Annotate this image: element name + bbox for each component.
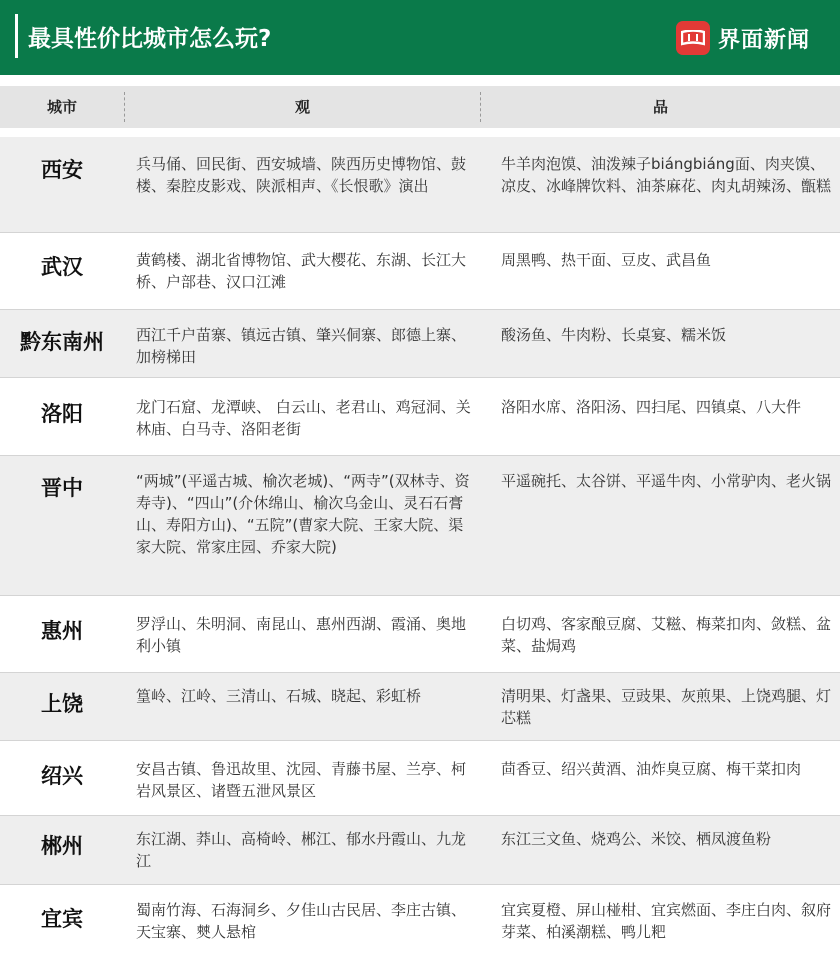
food-cell: 茴香豆、绍兴黄酒、油炸臭豆腐、梅干菜扣肉 (501, 760, 802, 778)
sights-cell: 黄鹤楼、湖北省博物馆、武大樱花、东湖、长江大桥、户部巷、汉口江滩 (136, 251, 467, 291)
city-name: 郴州 (41, 834, 83, 858)
food-cell: 牛羊肉泡馍、油泼辣子biángbiáng面、肉夹馍、凉皮、冰峰牌饮料、油茶麻花、肉丸胡辣汤、甑糕 (501, 155, 832, 195)
column-header-eat: 品 (652, 98, 668, 116)
city-name: 武汉 (41, 255, 83, 279)
brand-logo (676, 21, 810, 55)
table-row (0, 596, 840, 673)
brand-name: 界面新闻 (717, 27, 810, 53)
table-header (0, 86, 840, 128)
food-cell: 白切鸡、客家酿豆腐、艾糍、梅菜扣肉、敛糕、盆菜、盐焗鸡 (501, 615, 832, 655)
sights-cell: 西江千户苗寨、镇远古镇、肇兴侗寨、郎德上寨、加榜梯田 (136, 326, 467, 366)
food-cell: 酸汤鱼、牛肉粉、长桌宴、糯米饭 (501, 326, 727, 344)
column-header-see: 观 (294, 98, 310, 116)
table-row (0, 816, 840, 885)
title-accent-bar (15, 14, 18, 58)
sights-cell: 蜀南竹海、石海洞乡、夕佳山古民居、李庄古镇、天宝寨、僰人悬棺 (136, 901, 467, 941)
table-row (0, 378, 840, 456)
table-row (0, 741, 840, 816)
column-header-city: 城市 (46, 98, 77, 116)
city-name: 西安 (41, 158, 83, 182)
city-table-body (0, 137, 840, 965)
food-cell: 清明果、灯盏果、豆豉果、灰煎果、上饶鸡腿、灯芯糕 (501, 687, 832, 727)
table-row (0, 233, 840, 310)
table-row (0, 456, 840, 596)
sights-cell: “两城”(平遥古城、榆次老城)、“两寺”(双林寺、资寿寺)、“四山”(介休绵山、榆次乌金山、灵石石膏山、寿阳方山)、“五院”(曹家大院、王家大院、渠家大院、常家庄园、乔家大院) (136, 472, 470, 556)
sights-cell: 篁岭、江岭、三清山、石城、晓起、彩虹桥 (136, 687, 422, 705)
header-banner (0, 0, 840, 75)
sights-cell: 龙门石窟、龙潭峡、 白云山、老君山、鸡冠洞、关林庙、白马寺、洛阳老街 (136, 398, 471, 438)
city-name: 绍兴 (41, 764, 83, 788)
food-cell: 平遥碗托、太谷饼、平遥牛肉、小常驴肉、老火锅 (501, 472, 832, 490)
table-row (0, 310, 840, 378)
sights-cell: 安昌古镇、鲁迅故里、沈园、青藤书屋、兰亭、柯岩风景区、诸暨五泄风景区 (136, 760, 467, 800)
brand-mark-icon (676, 21, 710, 55)
city-name: 黔东南州 (20, 330, 104, 354)
sights-cell: 兵马俑、回民街、西安城墙、陕西历史博物馆、鼓楼、秦腔皮影戏、陕派相声、《长恨歌》演出 (136, 155, 467, 195)
table-row (0, 137, 840, 233)
city-name: 上饶 (41, 692, 83, 716)
sights-cell: 东江湖、莽山、高椅岭、郴江、郁水丹霞山、九龙江 (136, 830, 467, 870)
city-name: 惠州 (41, 619, 83, 643)
food-cell: 东江三文鱼、烧鸡公、米饺、栖凤渡鱼粉 (501, 830, 772, 848)
food-cell: 宜宾夏橙、屏山椪柑、宜宾燃面、李庄白肉、叙府芽菜、柏溪潮糕、鸭儿粑 (501, 901, 832, 941)
city-name: 洛阳 (41, 402, 83, 426)
table-row (0, 885, 840, 965)
sights-cell: 罗浮山、朱明洞、南昆山、惠州西湖、霞涌、奥地利小镇 (136, 615, 467, 655)
city-name: 宜宾 (41, 907, 83, 931)
food-cell: 洛阳水席、洛阳汤、四扫尾、四镇桌、八大件 (501, 398, 802, 416)
city-name: 晋中 (41, 476, 83, 500)
page-title: 最具性价比城市怎么玩? (28, 26, 272, 52)
table-row (0, 673, 840, 741)
food-cell: 周黑鸭、热干面、豆皮、武昌鱼 (501, 251, 712, 269)
